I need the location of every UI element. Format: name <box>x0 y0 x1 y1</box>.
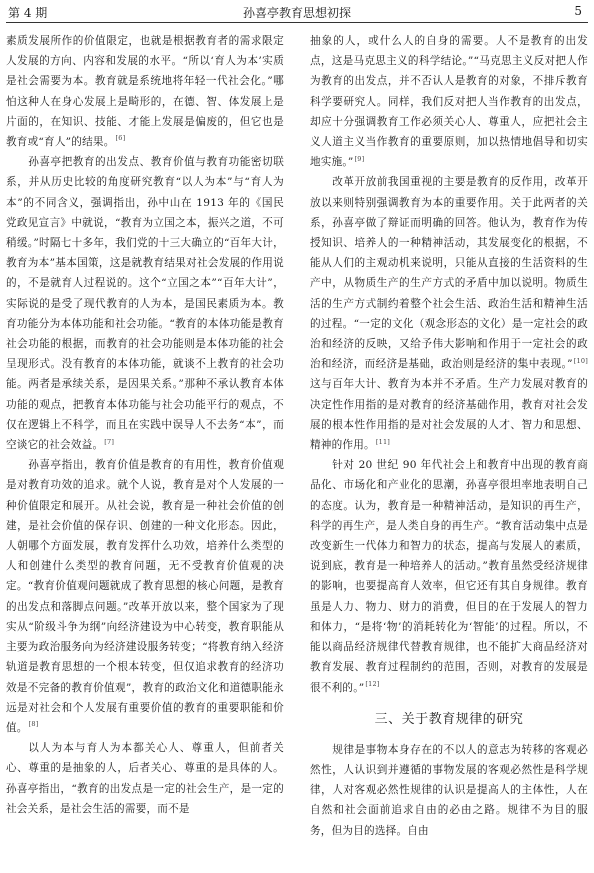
page-number: 5 <box>574 4 582 18</box>
paragraph-text: 针对 20 世纪 90 年代社会上和教育中出现的教育商品化、市场化和产业化的思潮，孙喜亭很坦率地表明自己的态度。认为，教育是一种精神活动，是知识的再生产，科学的再生产，是人类自身的再生产。“教育活动集中点是改变新生一代体力和智力的状态，提高与发展人的素质，说到底，教育是一种培养人的活动。”教育虽然受经济规律的影响，也要提高育人效率，但它还有其自身规律。教育虽是人力、物力、财力的消费，但目的在于发展人的智力和体力，“是将‘物’的消耗转化为‘智能’的过程。所以，不能以商品经济规律代替教育规律，也不能扩大商品经济对教育发展、教育过程制约的范围，否则，对教育的发展是很不利的。” <box>310 459 588 694</box>
paragraph-text: 素质发展所作的价值限定，也就是根据教育者的需求限定人发展的方向、内容和发展的水平。“所以‘育人为本’实质是社会需要为本。教育就是系统地将年轻一代社会化。”哪怕这种人在身心发展上是畸形的，在德、智、体发展上是片面的，在知识、技能、才能上发展是偏废的，但它也是教育或“育人”的结果。 <box>6 35 284 149</box>
page-header <box>0 0 594 24</box>
paragraph <box>6 31 284 152</box>
paragraph-text: 抽象的人，或什么人的自身的需要。人不是教育的出发点，这是马克思主义的科学结论。”“马克思主义反对把人作为教育的出发点，并不否认人是教育的对象，不排斥教育科学要研究人。同样，我们反对把人当作教育的出发点，却应十分强调教育工作必须关心人、尊重人，应把社会主义人道主义当作教育的重要原则，加以热情地倡导和切实地实施。” <box>310 35 588 169</box>
citation-mark: [6] <box>115 134 126 143</box>
paragraph <box>6 738 284 819</box>
paragraph <box>6 152 284 455</box>
citation-mark: [12] <box>365 679 380 688</box>
paragraph <box>6 455 284 738</box>
paragraph <box>310 172 588 455</box>
paragraph-text: 孙喜亭把教育的出发点、教育价值与教育功能密切联系，并从历史比较的角度研究教育“以人为本”与“育人为本”的不同含义，强调指出，孙中山在 1913 年的《国民党政见宣言》中就说，“教育为立国之本，振兴之道，不可稍缓。”时隔七十多年，我们党的十三大确立的“百年大计，教育为本”基本国策，这是就教育结果对社会发展的作用说的，不是就育人过程说的。这个“立国之本”“百年大计”，实际说的是受了现代教育的人为本，是国民素质为本。教育功能分为本体功能和社会功能。“教育的本体功能是教育社会功能的根据，而教育的社会功能则是本体功能的社会呈现形式。没有教育的本体功能，就谈不上教育的社会功能。两者是承续关系，是因果关系。”那种不承认教育本体功能的观点，把教育本体功能与社会功能平行的观点，不仅在逻辑上不科学，而且在实践中误导人不去务“本”，而空谈它的社会效益。 <box>6 156 284 452</box>
running-title: 孙喜亭教育思想初探 <box>242 6 351 20</box>
right-column <box>310 31 588 841</box>
paragraph-text: 以人为本与育人为本都关心人、尊重人，但前者关心、尊重的是抽象的人，后者关心、尊重的是具体的人。孙喜亭指出，“教育的出发点是一定的社会生产，是一定的社会关系，是社会生活的需要，而不是 <box>6 742 284 815</box>
section-heading: 三、关于教育规律的研究 <box>374 711 524 727</box>
paragraph <box>310 455 588 697</box>
citation-mark: [7] <box>104 437 115 446</box>
issue-label: 第 4 期 <box>8 6 48 20</box>
paragraph-text: 规律是事物本身存在的不以人的意志为转移的客观必然性，人认识到并遵循的事物发展的客观必然性是科学规律，人对客观必然性规律的认识是提高人的主体性，人在自然和社会面前追求自由的必由之路。规律不为目的服务，但为目的选择。自由 <box>310 743 588 837</box>
citation-mark: [11] <box>375 437 391 446</box>
citation-mark: [10] <box>573 356 588 365</box>
paragraph <box>310 31 588 172</box>
citation-mark: [9] <box>354 154 365 163</box>
left-column <box>6 31 284 819</box>
paragraph-text: 改革开放前我国重视的主要是教育的反作用，改革开放以来则特别强调教育为本的重要作用。关于此两者的关系，孙喜亭做了辩证而明确的回答。他认为，教育作为传授知识、培养人的一种精神活动，其发展变化的根据，不能从人们的主观动机来说明，只能从直接的生活资料的生产中，从物质生产的生产方式的矛盾中加以说明。物质生活的生产方式制约着整个社会生活、政治生活和精神生活的过程。“一定的文化（观念形态的文化）是一定社会的政治和经济的反映，又给予伟大影响和作用于一定社会的政治和经济，而经济是基础，政治则是经济的集中表现。” <box>310 176 588 371</box>
paragraph-text: 孙喜亭指出，教育价值是教育的有用性，教育价值观是对教育功效的追求。就个人说，教育是对个人发展的一种价值限定和展开。从社会说，教育是一种社会价值的创建，是社会价值的保存识、创建的一种文化形态。因此，人朝哪个方面发展，教育发挥什么功效，培养什么类型的人和创建什么类型的教育问题，无不受教育价值观的决定。“教育价值观问题就成了教育思想的核心问题，是教育的出发点和落脚点问题。”改革开放以来，整个国家为了现实从“阶级斗争为纲”向经济建设为中心转变，教育职能从主要为政治服务向为经济建设服务转变；“将教育纳入经济轨道是教育思想的一个根本转变，但仅追求教育的经济功效是不完备的教育价值观”，教育的政治文化和道德职能永远是对社会和个人发展有重要价值的教育的重要职能和价值。 <box>6 459 284 734</box>
citation-mark: [8] <box>28 720 39 729</box>
header-rule <box>6 22 588 23</box>
paragraph <box>310 740 588 841</box>
paragraph-text: 这与百年大计、教育为本并不矛盾。生产力发展对教育的决定性作用指的是对教育的经济基础作用，教育对社会发展的根本性作用指的是对社会发展的人才、智力和思想、精神的作用。 <box>310 378 588 452</box>
